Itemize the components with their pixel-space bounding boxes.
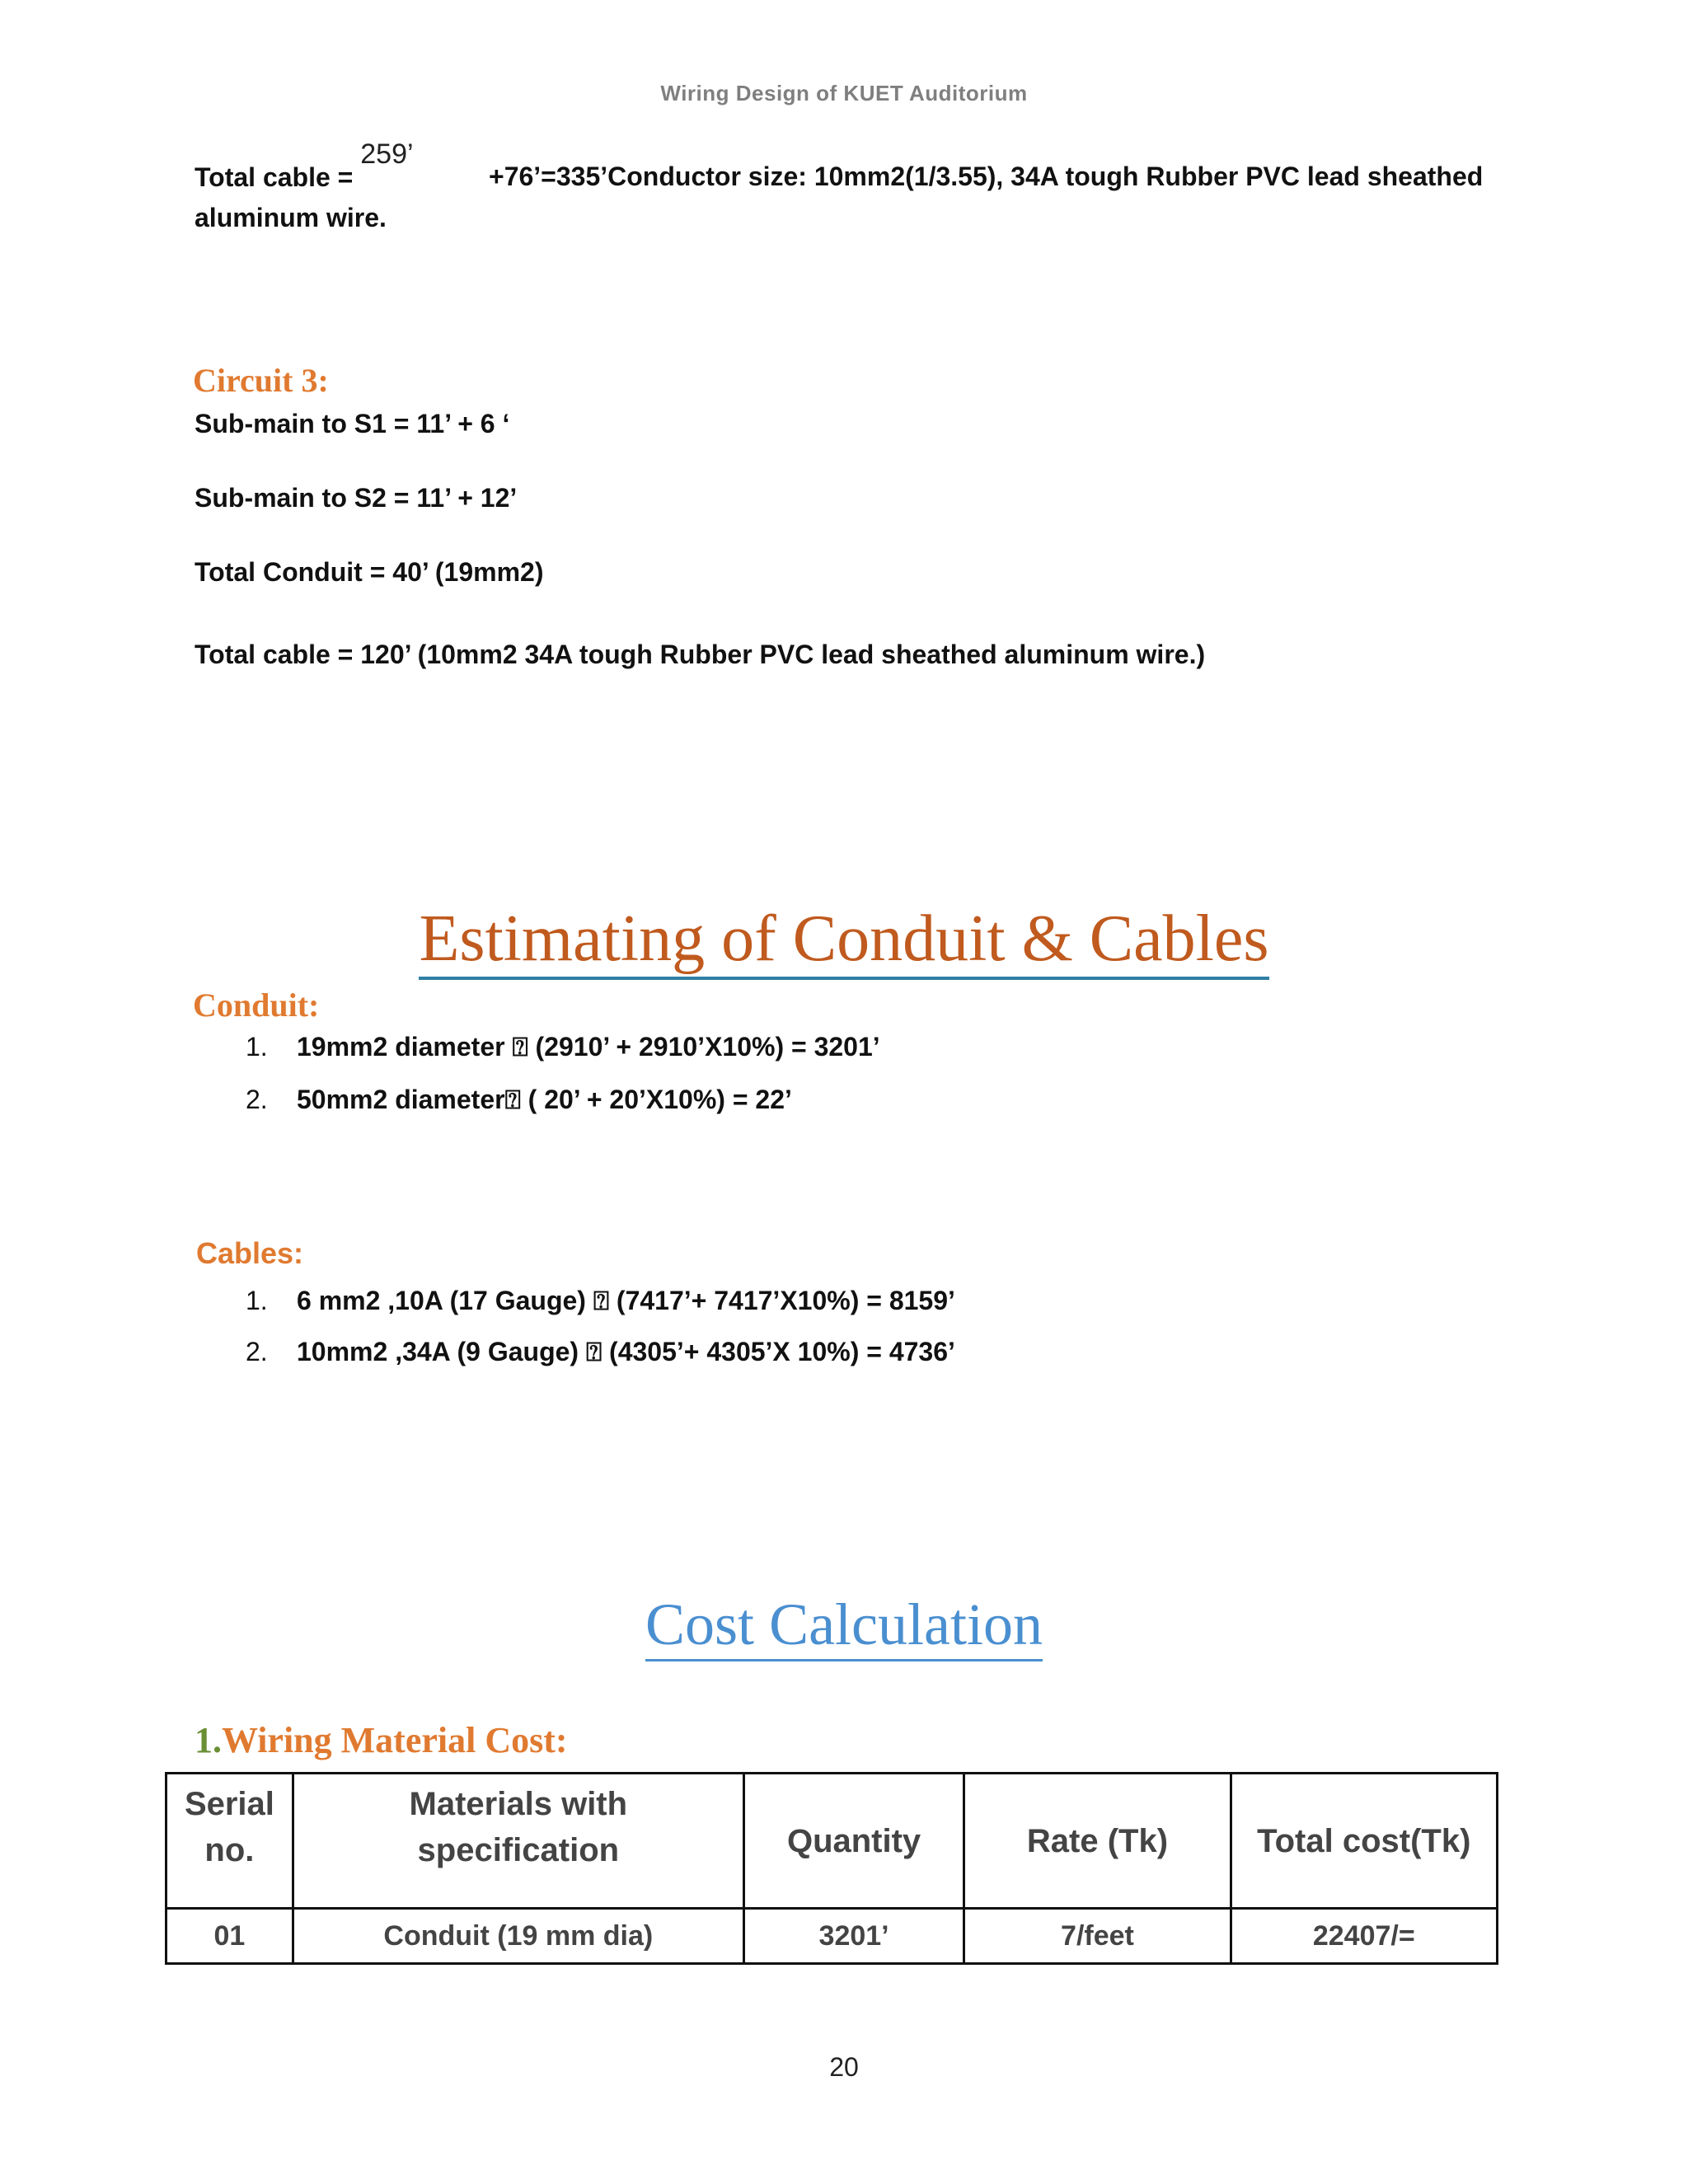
cell-quantity: 3201’	[743, 1909, 964, 1964]
circuit-3-cable: Total cable = 120’ (10mm2 34A tough Rubber PVC lead sheathed aluminum wire.)	[195, 640, 1206, 669]
cost-title: Cost Calculation	[0, 1591, 1688, 1659]
conduit-heading: Conduit:	[193, 987, 320, 1024]
cables-heading: Cables:	[196, 1236, 304, 1270]
circuit-3-s2: Sub-main to S2 = 11’ + 12’	[195, 483, 518, 513]
wiring-material-heading	[195, 1719, 568, 1761]
cell-total: 22407/=	[1231, 1909, 1497, 1964]
wiring-material-table	[165, 1772, 1498, 1965]
cell-material: Conduit (19 mm dia)	[293, 1909, 743, 1964]
total-cable-line	[195, 138, 414, 194]
header-quantity: Quantity	[743, 1774, 964, 1909]
header-rate: Rate (Tk)	[964, 1774, 1231, 1909]
estimating-title: Estimating of Conduit & Cables	[0, 902, 1688, 977]
table-row	[166, 1909, 1498, 1964]
conduit-item-2: 2. 50mm2 diameter⍰ ( 20’ + 20’X10%) = 22’	[246, 1085, 792, 1114]
header-total-cost: Total cost(Tk)	[1231, 1774, 1497, 1909]
total-cable-sup: 259’	[360, 138, 414, 170]
total-cable-rest: +76’=335’Conductor size: 10mm2(1/3.55), 34A tough Rubber PVC lead sheathed	[489, 162, 1484, 191]
header-materials: Materials with specification	[293, 1774, 743, 1909]
conduit-item-1: 1. 19mm2 diameter ⍰ (2910’ + 2910’X10%) = 3201’	[246, 1032, 880, 1062]
cables-item-1: 1. 6 mm2 ,10A (17 Gauge) ⍰ (7417’+ 7417’X10%) = 8159’	[246, 1286, 955, 1315]
circuit-3-conduit: Total Conduit = 40’ (19mm2)	[195, 557, 544, 587]
total-cable-cont: aluminum wire.	[195, 203, 387, 232]
cables-item-2: 2. 10mm2 ,34A (9 Gauge) ⍰ (4305’+ 4305’X 10%) = 4736’	[246, 1337, 955, 1366]
circuit-3-heading: Circuit 3:	[193, 362, 329, 399]
circuit-3-s1: Sub-main to S1 = 11’ + 6 ‘	[195, 409, 510, 438]
section-number: 1.	[195, 1720, 222, 1760]
running-header: Wiring Design of KUET Auditorium	[660, 81, 1028, 105]
cell-rate: 7/feet	[964, 1909, 1231, 1964]
table-header-row	[166, 1774, 1498, 1909]
total-cable-label: Total cable =	[195, 162, 354, 192]
cell-serial: 01	[166, 1909, 293, 1964]
header-serial: Serial no.	[166, 1774, 293, 1909]
page-number: 20	[829, 2052, 859, 2082]
section-title: Wiring Material Cost:	[222, 1720, 568, 1760]
